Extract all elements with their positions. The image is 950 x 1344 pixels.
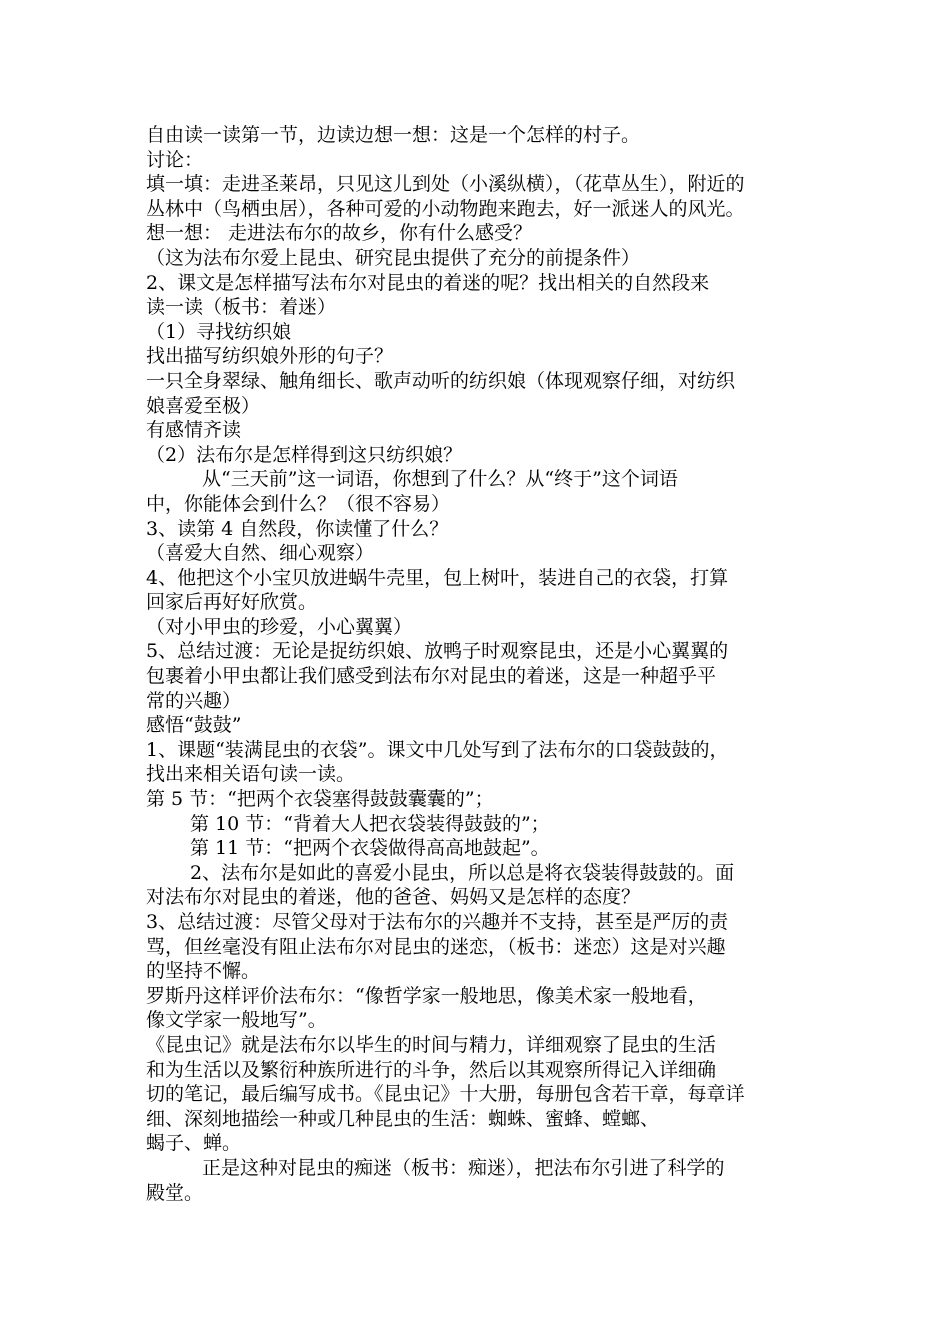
- text-line: 一只全身翠绿、触角细长、歌声动听的纺织娘（体现观察仔细，对纺织: [146, 369, 736, 392]
- text-line: （喜爱大自然、细心观察）: [146, 542, 375, 565]
- text-line: 填一填：走进圣莱昂，只见这儿到处（小溪纵横），（花草丛生），附近的: [146, 173, 745, 196]
- text-line: 找出描写纺织娘外形的句子？: [146, 345, 394, 368]
- text-line: 《昆虫记》就是法布尔以毕生的时间与精力，详细观察了昆虫的生活: [146, 1033, 717, 1056]
- text-line: 1、课题“装满昆虫的衣袋”。课文中几处写到了法布尔的口袋鼓鼓的，: [146, 738, 729, 761]
- text-line: 娘喜爱至极）: [146, 394, 261, 417]
- text-line: 3、总结过渡：尽管父母对于法布尔的兴趣并不支持，甚至是严厉的责: [146, 911, 729, 933]
- text-line: 讨论：: [146, 148, 204, 171]
- text-line: 第 11 节：“把两个衣袋做得高高地鼓起”。: [190, 837, 550, 860]
- text-line: 切的笔记，最后编写成书。《昆虫记》十大册，每册包含若干章，每章详: [146, 1083, 745, 1106]
- text-line: （1）寻找纺织娘: [146, 320, 292, 343]
- text-line: 4、他把这个小宝贝放进蜗牛壳里，包上树叶，装进自己的衣袋，打算: [146, 566, 729, 589]
- text-line: （对小甲虫的珍爱，小心翼翼）: [146, 615, 413, 638]
- text-line: 感悟“鼓鼓”: [146, 714, 242, 737]
- text-line: 第 5 节：“把两个衣袋塞得鼓鼓囊囊的”；: [146, 788, 494, 811]
- text-line: 的坚持不懈。: [146, 960, 261, 983]
- text-line: 常的兴趣）: [146, 689, 242, 712]
- text-line: 像文学家一般地写”。: [146, 1009, 327, 1032]
- text-line: 罗斯丹这样评价法布尔：“像哲学家一般地思，像美术家一般地看，: [146, 984, 707, 1007]
- text-line: （这为法布尔爱上昆虫、研究昆虫提供了充分的前提条件）: [146, 246, 641, 269]
- text-line: 想一想： 走进法布尔的故乡，你有什么感受？: [146, 222, 533, 245]
- text-line: 骂，但丝毫没有阻止法布尔对昆虫的迷恋，（板书：迷恋）这是对兴趣: [146, 935, 726, 958]
- document-body: [146, 123, 826, 1205]
- text-line: 从“三天前”这一词语，你想到了什么？从“终于”这个词语: [202, 468, 678, 491]
- text-line: 2、法布尔是如此的喜爱小昆虫，所以总是将衣袋装得鼓鼓的。面: [190, 861, 735, 884]
- text-line: 对法布尔对昆虫的着迷，他的爸爸、妈妈又是怎样的态度？: [146, 886, 641, 909]
- text-line: 第 10 节：“背着大人把衣袋装得鼓鼓的”；: [190, 812, 550, 835]
- text-line: 蝎子、蝉。: [146, 1132, 242, 1155]
- text-line: 殿堂。: [146, 1181, 204, 1204]
- text-line: 和为生活以及繁衍种族所进行的斗争，然后以其观察所得记入详细确: [146, 1058, 717, 1081]
- text-line: 回家后再好好欣赏。: [146, 591, 318, 614]
- text-line: 2、课文是怎样描写法布尔对昆虫的着迷的呢？找出相关的自然段来: [146, 271, 710, 294]
- text-line: 有感情齐读: [146, 419, 242, 442]
- text-line: 自由读一读第一节，边读边想一想：这是一个怎样的村子。: [146, 124, 641, 146]
- text-line: 包裹着小甲虫都让我们感受到法布尔对昆虫的着迷，这是一种超乎平: [146, 665, 717, 688]
- text-line: 读一读（板书：着迷）: [146, 296, 337, 319]
- text-line: （2）法布尔是怎样得到这只纺织娘？: [146, 443, 463, 466]
- text-line: 3、读第 4 自然段，你读懂了什么？: [146, 517, 449, 540]
- text-line: 中，你能体会到什么？（很不容易）: [146, 492, 451, 515]
- text-line: 5、总结过渡：无论是捉纺织娘、放鸭子时观察昆虫，还是小心翼翼的: [146, 640, 729, 663]
- text-line: 细、深刻地描绘一种或几种昆虫的生活：蜘蛛、蜜蜂、螳螂、: [146, 1107, 660, 1130]
- text-line: 丛林中（鸟栖虫居），各种可爱的小动物跑来跑去，好一派迷人的风光。: [146, 197, 745, 220]
- text-line: 找出来相关语句读一读。: [146, 763, 356, 786]
- text-line: 正是这种对昆虫的痴迷（板书：痴迷），把法布尔引进了科学的: [202, 1156, 725, 1179]
